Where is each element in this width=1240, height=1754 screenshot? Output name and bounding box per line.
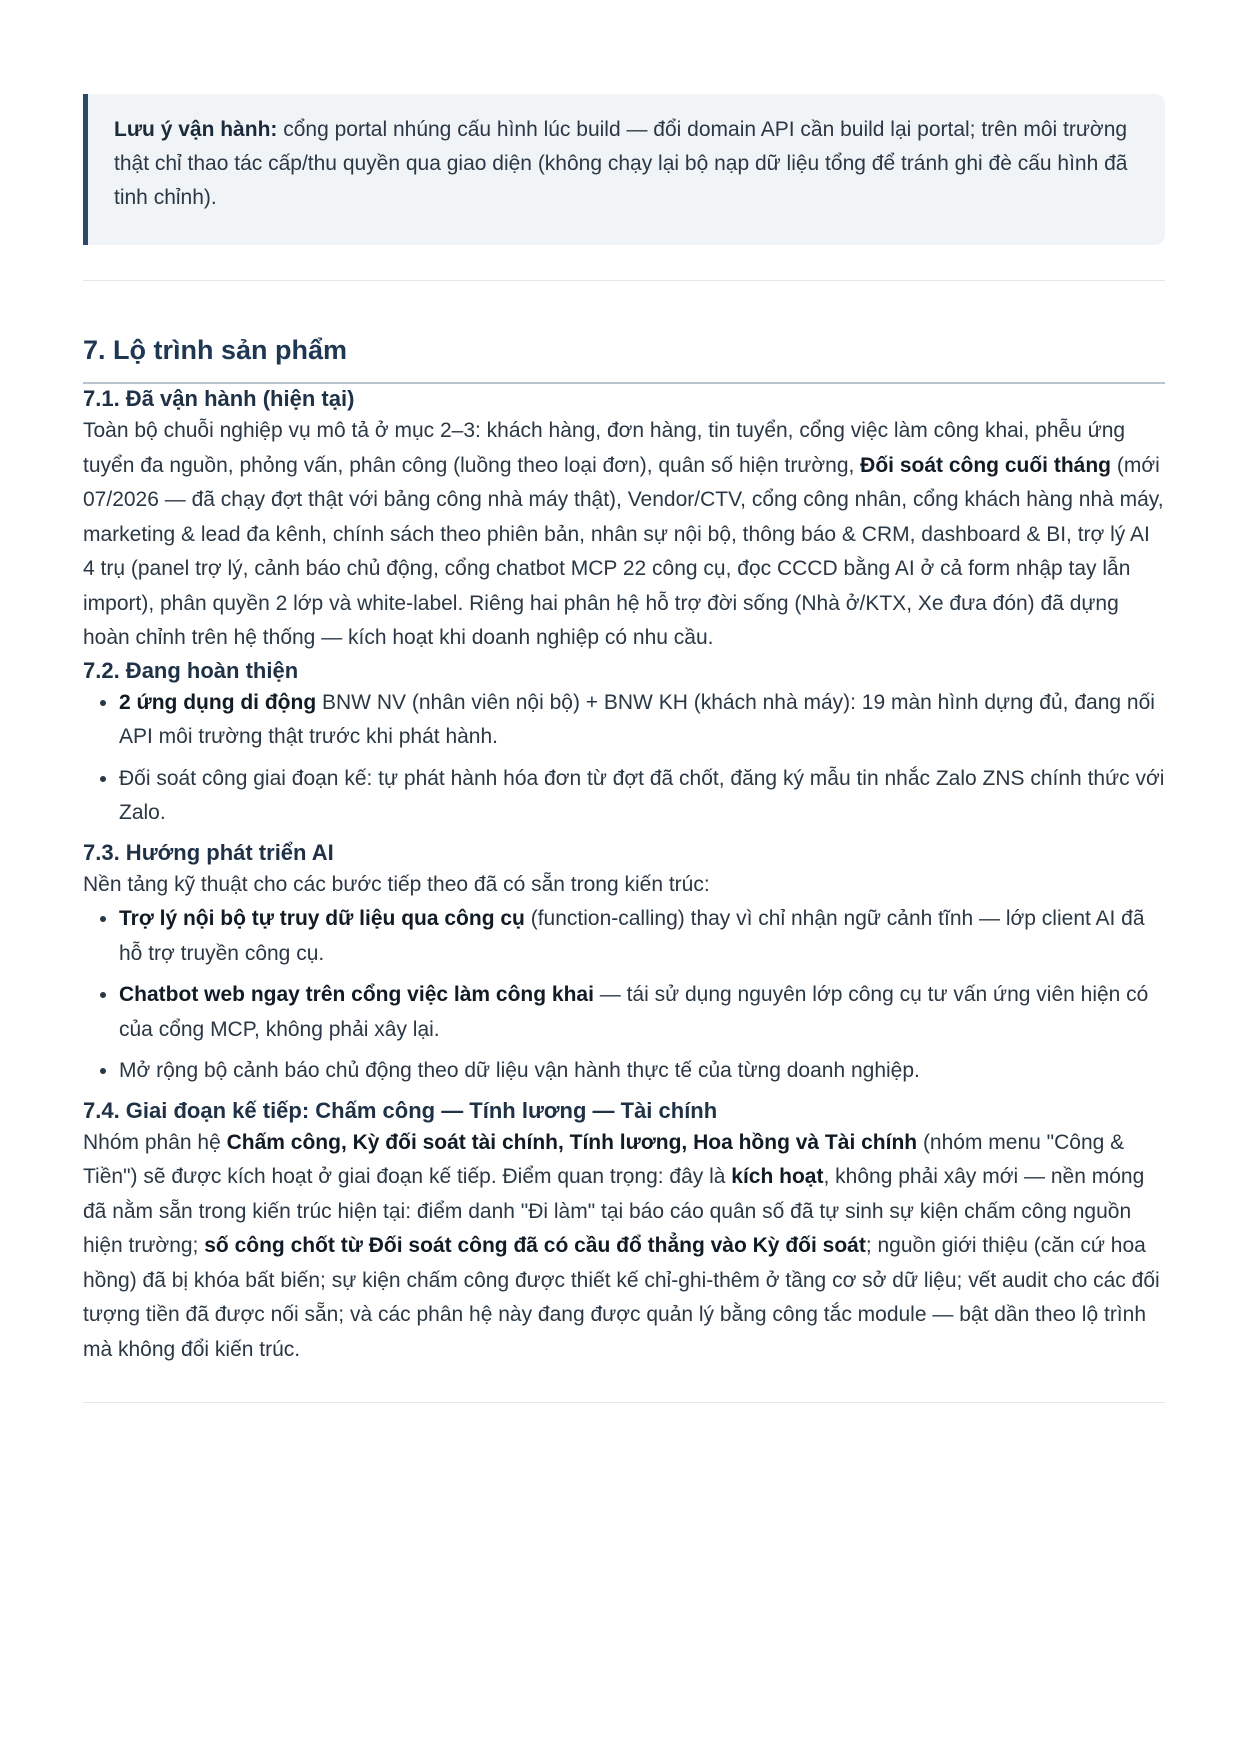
paragraph-bold: kích hoạt — [731, 1165, 824, 1188]
list-item-text: Đối soát công giai đoạn kế: tự phát hành hóa đơn từ đợt đã chốt, đăng ký mẫu tin nhắc Zalo ZNS chính thức với Zalo. — [119, 766, 1165, 824]
subsection-7-4-paragraph — [83, 1126, 1165, 1368]
paragraph-bold: số công chốt từ Đối soát công đã có cầu đổ thẳng vào Kỳ đối soát — [204, 1234, 866, 1257]
paragraph-text: ; nguồn giới thiệu (căn cứ hoa hồng) đã bị khóa bất biến; sự kiện chấm công được thiết kế chỉ-ghi-thêm ở tầng cơ sở dữ liệu; vết audit cho các đối tượng tiền đã được nối sẵn; và các phân hệ này đang được quản lý bằng công tắc module — bật dần theo lộ trình mà không đổi kiến trúc. — [83, 1234, 1160, 1361]
subsection-7-3-intro: Nền tảng kỹ thuật cho các bước tiếp theo đã có sẵn trong kiến trúc: — [83, 872, 710, 896]
list-item-text: — tái sử dụng nguyên lớp công cụ tư vấn ứng viên hiện có của cổng MCP, không phải xây lại. — [119, 983, 1149, 1041]
list-item — [119, 1054, 1165, 1089]
subsection-7-3-list — [83, 902, 1165, 1089]
paragraph-bold: Chấm công, Kỳ đối soát tài chính, Tính lương, Hoa hồng và Tài chính — [226, 1130, 918, 1154]
note-text: cổng portal nhúng cấu hình lúc build — đổi domain API cần build lại portal; trên môi trường thật chỉ thao tác cấp/thu quyền qua giao diện (không chạy lại bộ nạp dữ liệu tổng để tránh ghi đè cấu hình đã tinh chỉnh). — [114, 118, 1128, 209]
subsection-7-2-title: 7.2. Đang hoàn thiện — [83, 657, 299, 683]
subsection-7-1-paragraph — [83, 414, 1165, 656]
paragraph-text: Toàn bộ chuỗi nghiệp vụ mô tả ở mục 2–3: khách hàng, đơn hàng, tin tuyển, cổng việc làm công khai, phễu ứng tuyển đa nguồn, phỏng vấn, phân công (luồng theo loại đơn), quân số hiện trường, — [83, 419, 1126, 477]
list-item-bold: Trợ lý nội bộ tự truy dữ liệu qua công cụ — [119, 907, 525, 930]
section-title: 7. Lộ trình sản phẩm — [83, 333, 1165, 384]
list-item-text: BNW NV (nhân viên nội bộ) + BNW KH (khách nhà máy): 19 màn hình dựng đủ, đang nối API môi trường thật trước khi phát hành. — [119, 690, 1155, 748]
paragraph-bold: Đối soát công cuối tháng — [860, 453, 1112, 477]
list-item-bold: 2 ứng dụng di động — [119, 690, 317, 714]
subsection-7-3-title: 7.3. Hướng phát triển AI — [83, 839, 334, 865]
operation-note-callout — [83, 94, 1165, 245]
paragraph-text: Nhóm phân hệ — [83, 1130, 227, 1154]
divider — [83, 1402, 1165, 1403]
list-item — [119, 978, 1165, 1047]
list-item-text: (function-calling) thay vì chỉ nhận ngữ cảnh tĩnh — lớp client AI đã hỗ trợ truyền công cụ. — [119, 907, 1145, 965]
list-item — [119, 902, 1165, 971]
list-item — [119, 686, 1165, 755]
note-label: Lưu ý vận hành: — [114, 118, 278, 141]
subsection-7-1-title: 7.1. Đã vận hành (hiện tại) — [83, 386, 355, 411]
list-item-text: Mở rộng bộ cảnh báo chủ động theo dữ liệu vận hành thực tế của từng doanh nghiệp. — [119, 1059, 920, 1082]
subsection-7-2-list — [83, 686, 1165, 831]
divider — [83, 280, 1165, 281]
list-item — [119, 762, 1165, 831]
paragraph-text: (nhóm menu "Công & Tiền") sẽ được kích hoạt ở giai đoạn kế tiếp. Điểm quan trọng: đây là — [83, 1130, 1125, 1188]
document-page — [83, 94, 1165, 1403]
list-item-bold: Chatbot web ngay trên cổng việc làm công khai — [119, 983, 594, 1006]
paragraph-text: , không phải xây mới — nền móng đã nằm sẵn trong kiến trúc hiện tại: điểm danh "Đi làm" tại báo cáo quân số đã tự sinh sự kiện chấm công nguồn hiện trường; — [83, 1165, 1145, 1257]
subsection-7-4-title: 7.4. Giai đoạn kế tiếp: Chấm công — Tính lương — Tài chính — [83, 1097, 718, 1123]
paragraph-text: (mới 07/2026 — đã chạy đợt thật với bảng công nhà máy thật), Vendor/CTV, cổng công nhân, cổng khách hàng nhà máy, marketing & lead đa kênh, chính sách theo phiên bản, nhân sự nội bộ, thông báo & CRM, dashboard & BI, trợ lý AI 4 trụ (panel trợ lý, cảnh báo chủ động, cổng chatbot MCP 22 công cụ, đọc CCCD bằng AI ở cả form nhập tay lẫn import), phân quyền 2 lớp và white-label. Riêng hai phân hệ hỗ trợ đời sống (Nhà ở/KTX, Xe đưa đón) đã dựng hoàn chỉnh trên hệ thống — kích hoạt khi doanh nghiệp có nhu cầu. — [83, 453, 1164, 649]
